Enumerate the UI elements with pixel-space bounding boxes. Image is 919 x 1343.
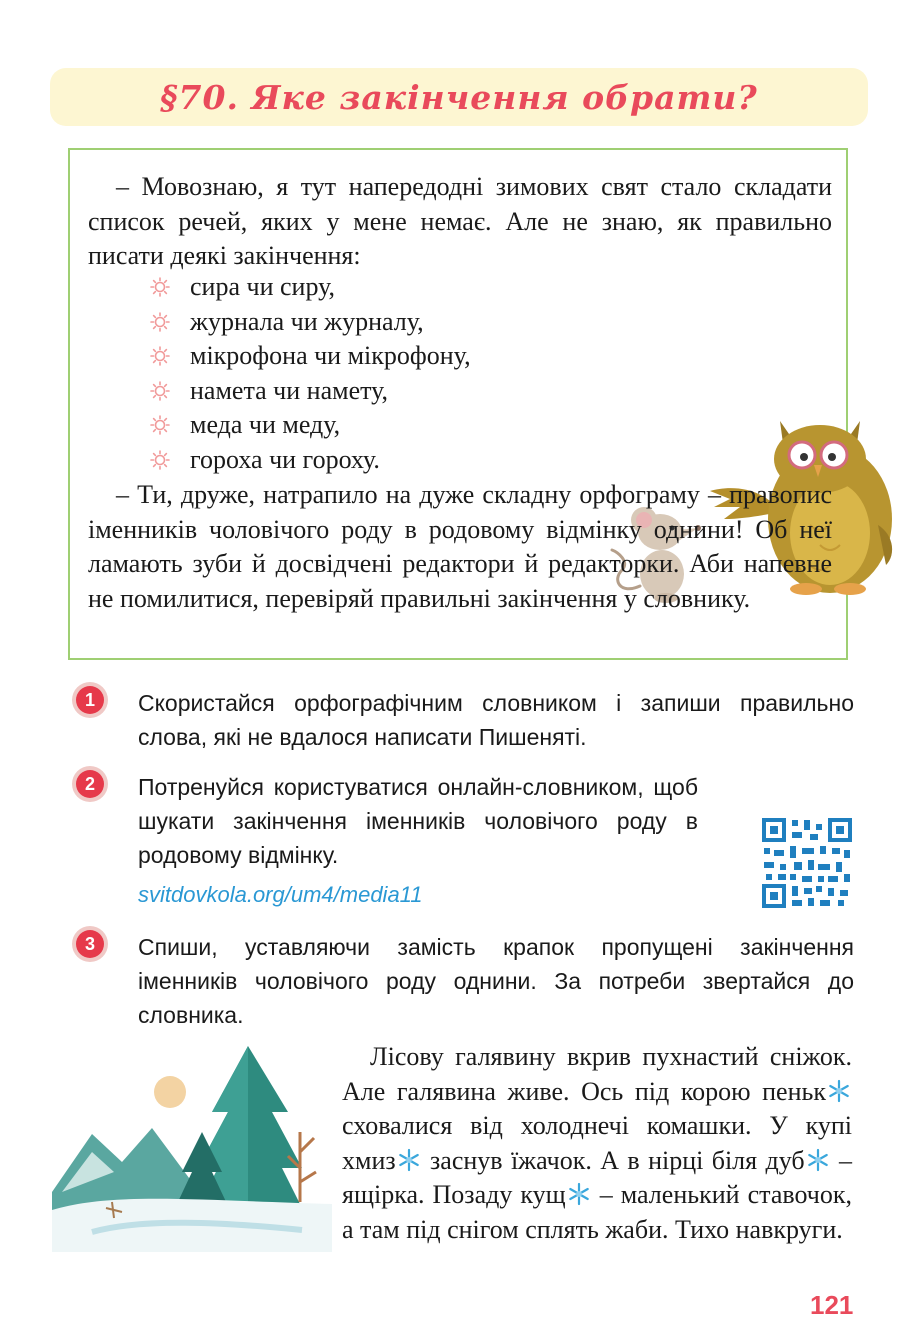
snowflake-icon [827,1079,851,1103]
task-1-text: Скористайся орфографічним словником і запиши правильно слова, які не вдалося написати Пишеняті. [138,690,854,750]
word-pair: журнала чи журналу, [190,306,424,336]
winter-landscape-illustration [52,1042,332,1252]
list-item [150,374,471,409]
task-number-badge [72,682,108,718]
page-number: 121 [810,1290,854,1320]
flower-bullet-icon [150,312,170,332]
story-text [342,1040,852,1247]
snowflake-icon [397,1148,421,1172]
task-number-badge [72,926,108,962]
qr-code-icon[interactable] [762,818,852,908]
flower-bullet-icon [150,450,170,470]
snowflake-icon [567,1182,591,1206]
flower-bullet-icon [150,415,170,435]
list-item [150,270,471,305]
flower-bullet-icon [150,381,170,401]
list-item [150,305,471,340]
flower-bullet-icon [150,346,170,366]
word-pair: гороха чи гороху. [190,444,380,474]
story-segment: сховалися від холоднечі комашки. У купі хмиз [342,1111,852,1175]
list-item [150,339,471,374]
task-number: 3 [76,930,104,958]
word-pair: мікрофона чи мікрофону, [190,341,471,370]
dialog-box [68,148,848,660]
snowflake-icon [806,1148,830,1172]
flower-bullet-icon [150,277,170,297]
task-number-badge [72,766,108,802]
page-title: §70. Яке закінчення обрати? [160,77,758,117]
task-3-text: Спиши, уставляючи замість крапок пропущені закінчення іменників чоловічого роду однини. За потреби звертайся до словника. [138,934,854,1028]
word-list [150,270,471,477]
word-pair: меда чи меду, [190,410,341,439]
list-item [150,408,471,443]
story-segment: заснув їжачок. А в нірці біля дуб [421,1145,805,1175]
task-number: 1 [76,686,104,714]
title-banner [50,68,868,126]
story-segment: – маленький ставочок, а там під снігом сплять жаби. Тихо навкруги. [342,1180,852,1244]
task-number: 2 [76,770,104,798]
dialog-reply: – Ти, друже, натрапило на дуже складну орфограму – правопис іменників чоловічого роду в родовому відмінку однини! Об неї ламають зуби й досвідчені редактори й редакторки. Аби напевне не помилитися, перевіряй правильні закінчення у словнику. [88,480,832,613]
story-segment: Лісову галявину вкрив пухнастий сніжок. Але галявина живе. Ось під корою пеньк [342,1042,852,1106]
word-pair: сира чи сиру, [190,272,335,301]
story-segment: – ящірка. Позаду кущ [342,1145,853,1209]
list-item [150,443,471,478]
dialog-intro: – Мовознаю, я тут напередодні зимових свят стало складати список речей, яких у мене немає. Але не знаю, як правильно писати деякі закінчення: [88,172,832,270]
task-2-text: Потренуйся користуватися онлайн-словником, щоб шукати закінчення іменників чоловічого роду в родовому відмінку. [138,774,698,868]
dictionary-link[interactable]: svitdovkola.org/um4/media11 [138,882,423,907]
word-pair: намета чи намету, [190,375,389,405]
